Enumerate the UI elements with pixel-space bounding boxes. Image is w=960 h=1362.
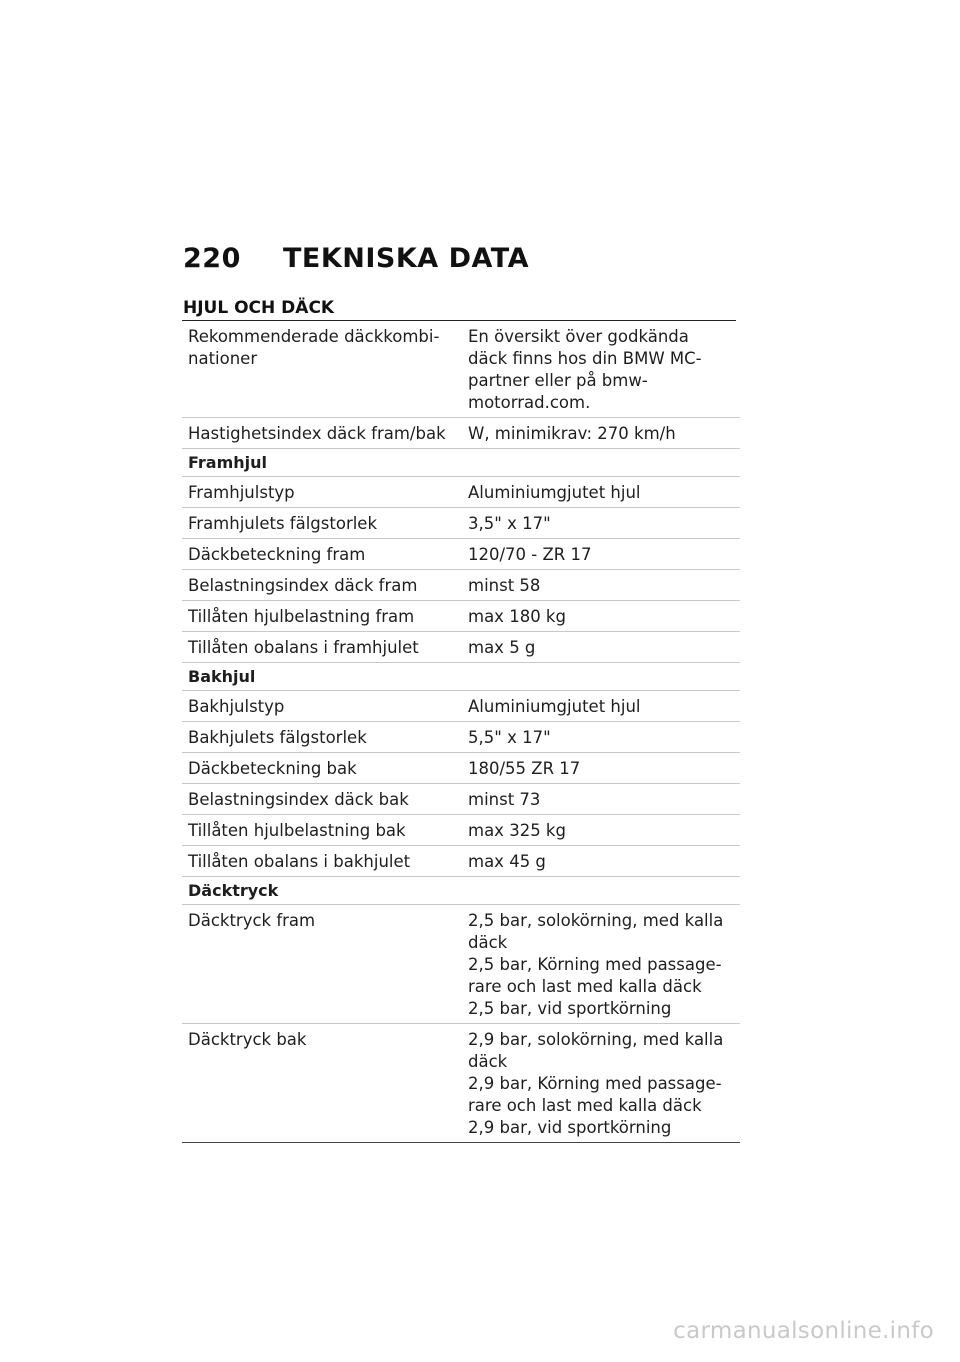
spec-label-line: Tillåten obalans i bakhjulet [188,852,411,871]
spec-value-line: 2,9 bar, Körning med passage- [468,1074,722,1093]
spec-value-line: 2,9 bar, vid sportkörning [468,1118,672,1137]
spec-label-line: Däckbeteckning bak [188,759,357,778]
spec-value [460,784,740,815]
table-group-header [182,449,740,477]
table-row [182,570,740,601]
watermark: carmanualsonline.info [673,1318,934,1344]
spec-label [182,1024,460,1143]
table-row [182,784,740,815]
spec-label [182,601,460,632]
spec-value-line: 180/55 ZR 17 [468,759,581,778]
spec-label [182,691,460,722]
spec-label [182,632,460,663]
spec-label-line: Hastighetsindex däck fram/bak [188,424,446,443]
section-title: HJUL OCH DÄCK [183,298,335,318]
spec-value-line: 120/70 - ZR 17 [468,545,592,564]
spec-label [182,784,460,815]
spec-label-line: Rekommenderade däckkombi- [188,327,440,346]
group-heading: Framhjul [182,449,740,477]
spec-value [460,753,740,784]
spec-value-line: partner eller på bmw- [468,371,648,390]
table-row [182,691,740,722]
spec-value [460,632,740,663]
spec-label-line: Tillåten hjulbelastning bak [188,821,406,840]
spec-label [182,321,460,418]
spec-value-line: 2,5 bar, Körning med passage- [468,955,722,974]
spec-label-line: Tillåten obalans i framhjulet [188,638,419,657]
spec-value-line: W, minimikrav: 270 km/h [468,424,676,443]
spec-label [182,477,460,508]
spec-value-line: max 5 g [468,638,536,657]
spec-value [460,691,740,722]
spec-label [182,418,460,449]
spec-label-line: Belastningsindex däck bak [188,790,409,809]
spec-label-line: Belastningsindex däck fram [188,576,418,595]
spec-label-line: Däcktryck bak [188,1030,307,1049]
spec-value-line: max 180 kg [468,607,566,626]
spec-value-line: rare och last med kalla däck [468,977,702,996]
table-row [182,1024,740,1143]
table-row [182,815,740,846]
group-heading: Däcktryck [182,877,740,905]
chapter-title: TEKNISKA DATA [283,243,530,274]
spec-label [182,570,460,601]
spec-value-line: Aluminiumgjutet hjul [468,697,641,716]
table-row [182,539,740,570]
spec-value [460,539,740,570]
table-row [182,508,740,539]
spec-value [460,477,740,508]
spec-value [460,722,740,753]
spec-value-line: 2,5 bar, solokörning, med kalla [468,911,724,930]
spec-label [182,722,460,753]
table-row [182,722,740,753]
spec-value [460,815,740,846]
spec-value-line: motorrad.com. [468,393,591,412]
spec-value-line: minst 73 [468,790,541,809]
spec-value-line: Aluminiumgjutet hjul [468,483,641,502]
spec-label-line: Tillåten hjulbelastning fram [188,607,415,626]
table-row [182,905,740,1024]
spec-value [460,601,740,632]
spec-value [460,846,740,877]
group-heading: Bakhjul [182,663,740,691]
spec-label-line: Framhjulets fälgstorlek [188,514,378,533]
spec-label [182,905,460,1024]
spec-value-line: max 325 kg [468,821,566,840]
spec-label-line: Bakhjulets fälgstorlek [188,728,367,747]
page-number: 220 [183,243,241,274]
spec-value-line: däck [468,1052,508,1071]
table-row [182,846,740,877]
spec-value-line: däck [468,933,508,952]
table-row [182,753,740,784]
spec-value [460,570,740,601]
spec-label-line: nationer [188,349,258,368]
spec-label-line: Däckbeteckning fram [188,545,366,564]
spec-value-line: rare och last med kalla däck [468,1096,702,1115]
table-group-header [182,663,740,691]
spec-value-line: max 45 g [468,852,546,871]
table-group-header [182,877,740,905]
spec-value-line: 2,5 bar, vid sportkörning [468,999,672,1018]
spec-value-line: minst 58 [468,576,541,595]
spec-value [460,321,740,418]
spec-value-line: 2,9 bar, solokörning, med kalla [468,1030,724,1049]
spec-label [182,753,460,784]
spec-value [460,1024,740,1143]
spec-label [182,846,460,877]
table-row [182,477,740,508]
spec-label [182,539,460,570]
spec-label [182,815,460,846]
spec-label-line: Framhjulstyp [188,483,295,502]
spec-value-line: 5,5" x 17" [468,728,551,747]
spec-value [460,418,740,449]
table-row [182,418,740,449]
spec-value [460,508,740,539]
spec-value [460,905,740,1024]
spec-value-line: En översikt över godkända [468,327,689,346]
spec-label-line: Däcktryck fram [188,911,316,930]
spec-label [182,508,460,539]
spec-label-line: Bakhjulstyp [188,697,285,716]
spec-value-line: däck finns hos din BMW MC- [468,349,702,368]
spec-table-container [182,320,736,1143]
table-row [182,601,740,632]
table-row [182,321,740,418]
spec-table [182,321,740,1143]
spec-value-line: 3,5" x 17" [468,514,551,533]
page-header [183,243,529,274]
table-row [182,632,740,663]
